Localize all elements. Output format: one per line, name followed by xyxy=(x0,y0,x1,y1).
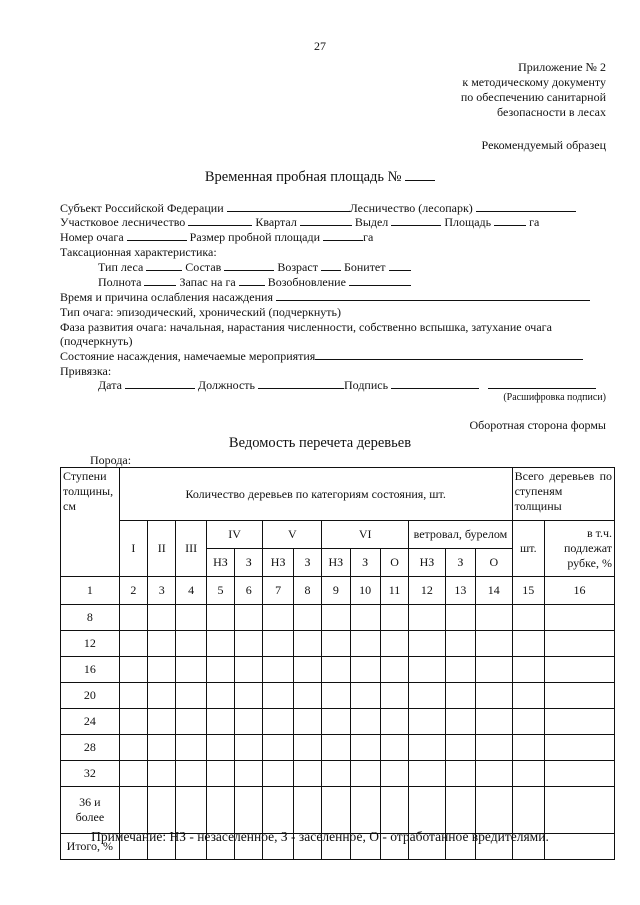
header-cat-1: I xyxy=(119,521,147,577)
table-cell[interactable] xyxy=(445,605,475,631)
table-cell[interactable] xyxy=(445,761,475,787)
table-category-row xyxy=(61,521,615,549)
sostoyanie-field[interactable] xyxy=(315,349,583,360)
table-cell[interactable] xyxy=(293,787,321,834)
col-number: 2 xyxy=(119,577,147,605)
label-sostav: Состав xyxy=(185,260,222,274)
header-vtch: в т.ч. подлежат рубке, % xyxy=(545,521,615,577)
table-cell[interactable] xyxy=(176,631,206,657)
table-cell[interactable] xyxy=(476,631,513,657)
col-number: 15 xyxy=(512,577,544,605)
label-dolzhnost: Должность xyxy=(197,378,255,392)
podpis-field[interactable] xyxy=(391,378,479,389)
table-cell[interactable] xyxy=(206,761,234,787)
table-cell[interactable] xyxy=(512,631,544,657)
data-field[interactable] xyxy=(125,378,195,389)
table-cell[interactable] xyxy=(512,683,544,709)
table-cell[interactable] xyxy=(545,631,615,657)
table-cell[interactable] xyxy=(293,657,321,683)
header-sub: НЗ xyxy=(206,549,234,577)
table-row xyxy=(61,631,615,657)
row-label: 28 xyxy=(61,735,120,761)
lesnichestvo-field[interactable] xyxy=(476,201,576,212)
table-cell[interactable] xyxy=(476,787,513,834)
table-cell[interactable] xyxy=(206,631,234,657)
column-number-row xyxy=(61,577,615,605)
table-cell[interactable] xyxy=(512,787,544,834)
row-label: 8 xyxy=(61,605,120,631)
table-cell[interactable] xyxy=(206,605,234,631)
table-cell[interactable] xyxy=(350,761,380,787)
table-cell[interactable] xyxy=(409,709,445,735)
table-cell[interactable] xyxy=(322,631,350,657)
label-tip-ochaga: Тип очага: эпизодический, хронический (подчеркнуть) xyxy=(60,305,342,319)
polnota-field[interactable] xyxy=(144,275,176,286)
table-cell[interactable] xyxy=(176,709,206,735)
table-row xyxy=(61,657,615,683)
table-cell[interactable] xyxy=(380,735,408,761)
table-cell[interactable] xyxy=(235,761,263,787)
table-row xyxy=(61,605,615,631)
table-cell[interactable] xyxy=(350,709,380,735)
rasshifrovka-field[interactable] xyxy=(488,378,596,389)
row-subject xyxy=(60,201,576,215)
vydel-field[interactable] xyxy=(391,215,441,226)
table-cell[interactable] xyxy=(176,761,206,787)
table-cell[interactable] xyxy=(350,787,380,834)
table-cell[interactable] xyxy=(293,761,321,787)
appendix-line: по обеспечению санитарной xyxy=(460,90,606,104)
tip-lesa-field[interactable] xyxy=(146,260,182,271)
page-number: 27 xyxy=(314,39,326,53)
table-cell[interactable] xyxy=(380,683,408,709)
table-cell[interactable] xyxy=(263,709,293,735)
header-sub: О xyxy=(380,549,408,577)
row-label: 12 xyxy=(61,631,120,657)
razmer-field[interactable] xyxy=(323,230,363,241)
col-number: 12 xyxy=(409,577,445,605)
table-cell[interactable] xyxy=(350,631,380,657)
table-cell[interactable] xyxy=(148,683,176,709)
table-cell[interactable] xyxy=(148,605,176,631)
appendix-header xyxy=(386,60,606,120)
table-cell[interactable] xyxy=(293,735,321,761)
appendix-line: безопасности в лесах xyxy=(497,105,606,119)
label-ga: га xyxy=(363,230,374,244)
vremya-field[interactable] xyxy=(276,290,590,301)
label-faza-2: (подчеркнуть) xyxy=(60,334,133,348)
table-cell[interactable] xyxy=(176,735,206,761)
label-rasshifrovka: (Расшифровка подписи) xyxy=(503,392,606,403)
col-number: 16 xyxy=(545,577,615,605)
header-kolichestvo: Количество деревьев по категориям состояния, шт. xyxy=(119,468,512,521)
label-vydel: Выдел xyxy=(354,215,389,229)
table-cell[interactable] xyxy=(322,657,350,683)
table-cell[interactable] xyxy=(512,709,544,735)
row-sostoyanie xyxy=(60,349,583,363)
table-header-row xyxy=(61,468,615,521)
table-cell[interactable] xyxy=(176,605,206,631)
table-cell[interactable] xyxy=(409,735,445,761)
table-cell[interactable] xyxy=(148,709,176,735)
col-number: 5 xyxy=(206,577,234,605)
table-cell[interactable] xyxy=(322,709,350,735)
table-cell[interactable] xyxy=(445,735,475,761)
col-number: 10 xyxy=(350,577,380,605)
header-cat-5: V xyxy=(263,521,322,549)
table-cell[interactable] xyxy=(380,709,408,735)
label-ploshad: Площадь xyxy=(444,215,492,229)
table-cell[interactable] xyxy=(445,657,475,683)
table-cell[interactable] xyxy=(445,709,475,735)
col-number: 14 xyxy=(476,577,513,605)
table-cell[interactable] xyxy=(176,657,206,683)
appendix-line: к методическому документу xyxy=(462,75,606,89)
header-sub: З xyxy=(293,549,321,577)
header-cat-vetroval: ветровал, бурелом xyxy=(409,521,512,549)
table-cell[interactable] xyxy=(545,657,615,683)
sostav-field[interactable] xyxy=(224,260,274,271)
table-cell[interactable] xyxy=(512,735,544,761)
subject-field[interactable] xyxy=(227,201,350,212)
label-polnota: Полнота xyxy=(98,275,142,289)
zapas-field[interactable] xyxy=(239,275,265,286)
table-cell[interactable] xyxy=(350,657,380,683)
col-number: 3 xyxy=(148,577,176,605)
label-ga: га xyxy=(529,215,540,229)
table-cell[interactable] xyxy=(545,761,615,787)
table-cell[interactable] xyxy=(119,683,147,709)
col-number: 1 xyxy=(61,577,120,605)
row-tip-lesa xyxy=(98,260,411,274)
table-row xyxy=(61,761,615,787)
recommended-sample-label: Рекомендуемый образец xyxy=(481,138,606,152)
table-cell[interactable] xyxy=(235,657,263,683)
label-zapas: Запас на га xyxy=(179,275,236,289)
table-cell[interactable] xyxy=(119,631,147,657)
table-cell[interactable] xyxy=(119,787,147,834)
label-tip-lesa: Тип леса xyxy=(98,260,144,274)
label-nomer-ochaga: Номер очага xyxy=(60,230,124,244)
table-cell[interactable] xyxy=(380,605,408,631)
table-cell[interactable] xyxy=(476,735,513,761)
header-sub: НЗ xyxy=(263,549,293,577)
header-sub: О xyxy=(476,549,513,577)
label-razmer: Размер пробной площади xyxy=(189,230,321,244)
table-cell[interactable] xyxy=(293,631,321,657)
label-lesnichestvo: Лесничество (лесопарк) xyxy=(349,201,473,215)
table-cell[interactable] xyxy=(206,709,234,735)
table-cell[interactable] xyxy=(263,657,293,683)
table-cell[interactable] xyxy=(148,735,176,761)
table-cell[interactable] xyxy=(380,631,408,657)
table-cell[interactable] xyxy=(263,631,293,657)
label-vozrast: Возраст xyxy=(277,260,318,274)
table-cell[interactable] xyxy=(206,657,234,683)
table-cell[interactable] xyxy=(322,761,350,787)
table-row xyxy=(61,683,615,709)
table-cell[interactable] xyxy=(445,683,475,709)
col-number: 8 xyxy=(293,577,321,605)
table-cell[interactable] xyxy=(235,683,263,709)
row-label: 36 и более xyxy=(61,787,120,834)
row-label: Итого, % xyxy=(61,834,120,860)
bonitet-field[interactable] xyxy=(389,260,411,271)
header-sub: НЗ xyxy=(409,549,445,577)
table-cell[interactable] xyxy=(512,761,544,787)
table-cell[interactable] xyxy=(235,735,263,761)
table-cell[interactable] xyxy=(119,735,147,761)
header-cat-3: III xyxy=(176,521,206,577)
label-taks: Таксационная характеристика: xyxy=(60,245,217,259)
table-cell[interactable] xyxy=(476,657,513,683)
label-poroda: Порода: xyxy=(90,453,132,467)
table-cell[interactable] xyxy=(445,787,475,834)
table-cell[interactable] xyxy=(206,735,234,761)
kvartal-field[interactable] xyxy=(300,215,352,226)
table-row xyxy=(61,709,615,735)
footnote: Примечание: НЗ - незаселенное, З - заселенное, О - отработанное вредителями. xyxy=(91,829,549,844)
table-cell[interactable] xyxy=(512,657,544,683)
vozrast-field[interactable] xyxy=(321,260,341,271)
table-cell[interactable] xyxy=(409,787,445,834)
row-polnota xyxy=(98,275,411,289)
col-number: 4 xyxy=(176,577,206,605)
tree-count-table xyxy=(60,467,615,860)
label-data: Дата xyxy=(98,378,122,392)
appendix-line: Приложение № 2 xyxy=(518,60,606,74)
label-privyazka: Привязка: xyxy=(60,364,112,378)
table-cell[interactable] xyxy=(235,787,263,834)
table-cell[interactable] xyxy=(350,605,380,631)
table-cell[interactable] xyxy=(263,735,293,761)
table-cell[interactable] xyxy=(176,787,206,834)
table-cell[interactable] xyxy=(476,761,513,787)
row-uchastok xyxy=(60,215,539,229)
nomer-ochaga-field[interactable] xyxy=(127,230,187,241)
table-cell[interactable] xyxy=(476,605,513,631)
table-cell[interactable] xyxy=(545,735,615,761)
col-number: 6 xyxy=(235,577,263,605)
col-number: 7 xyxy=(263,577,293,605)
table-cell[interactable] xyxy=(322,787,350,834)
table-cell[interactable] xyxy=(512,605,544,631)
table-cell[interactable] xyxy=(148,787,176,834)
table-cell[interactable] xyxy=(176,683,206,709)
header-cat-4: IV xyxy=(206,521,263,549)
col-number: 11 xyxy=(380,577,408,605)
form-title-text: Временная пробная площадь № xyxy=(204,169,402,185)
table-cell[interactable] xyxy=(380,761,408,787)
table-cell[interactable] xyxy=(322,683,350,709)
table-cell[interactable] xyxy=(293,709,321,735)
table-cell[interactable] xyxy=(293,683,321,709)
header-cat-2: II xyxy=(148,521,176,577)
table-cell[interactable] xyxy=(235,631,263,657)
table-cell[interactable] xyxy=(119,761,147,787)
col-number: 13 xyxy=(445,577,475,605)
row-data xyxy=(98,378,596,392)
header-sub: З xyxy=(350,549,380,577)
col-number: 9 xyxy=(322,577,350,605)
row-label: 16 xyxy=(61,657,120,683)
header-sub: НЗ xyxy=(322,549,350,577)
table-cell[interactable] xyxy=(409,631,445,657)
table-cell[interactable] xyxy=(206,787,234,834)
row-nomer xyxy=(60,230,373,244)
vozobnovlenie-field[interactable] xyxy=(349,275,411,286)
header-sht: шт. xyxy=(512,521,544,577)
table-row xyxy=(61,735,615,761)
table-cell[interactable] xyxy=(119,657,147,683)
header-cat-6: VI xyxy=(322,521,409,549)
table-cell[interactable] xyxy=(545,605,615,631)
label-kvartal: Квартал xyxy=(255,215,297,229)
label-sostoyanie: Состояние насаждения, намечаемые мероприятия xyxy=(60,349,316,363)
label-uch-lesnichestvo: Участковое лесничество xyxy=(60,215,186,229)
table-cell[interactable] xyxy=(409,683,445,709)
label-vozobnovlenie: Возобновление xyxy=(267,275,346,289)
table-cell[interactable] xyxy=(380,787,408,834)
table-row xyxy=(61,787,615,834)
table-cell[interactable] xyxy=(119,605,147,631)
table-cell[interactable] xyxy=(148,761,176,787)
dolzhnost-field[interactable] xyxy=(258,378,344,389)
table-cell[interactable] xyxy=(445,631,475,657)
table-cell[interactable] xyxy=(148,657,176,683)
table-cell[interactable] xyxy=(545,709,615,735)
table-cell[interactable] xyxy=(235,605,263,631)
form-title xyxy=(0,169,640,186)
table-cell[interactable] xyxy=(409,605,445,631)
table-cell[interactable] xyxy=(293,605,321,631)
table-cell[interactable] xyxy=(350,735,380,761)
table-cell[interactable] xyxy=(322,605,350,631)
label-faza: Фаза развития очага: начальная, нарастания численности, собственно вспышка, затухание очага xyxy=(60,320,552,334)
row-vremya xyxy=(60,290,590,304)
header-stupeni: Ступени толщины, см xyxy=(61,468,120,577)
table-cell[interactable] xyxy=(148,631,176,657)
table-cell[interactable] xyxy=(476,683,513,709)
label-subject: Субъект Российской Федерации xyxy=(60,201,224,215)
table-cell[interactable] xyxy=(119,709,147,735)
table-cell[interactable] xyxy=(235,709,263,735)
table-cell[interactable] xyxy=(263,683,293,709)
header-sub: З xyxy=(445,549,475,577)
header-sub: З xyxy=(235,549,263,577)
table-cell[interactable] xyxy=(545,787,615,834)
table-cell[interactable] xyxy=(263,787,293,834)
table-cell[interactable] xyxy=(263,605,293,631)
label-podpis: Подпись xyxy=(344,378,389,392)
header-vsego: Всего деревьев по ступеням толщины xyxy=(512,468,614,521)
table-cell[interactable] xyxy=(476,709,513,735)
table-cell[interactable] xyxy=(380,657,408,683)
table-cell[interactable] xyxy=(409,761,445,787)
back-side-label: Оборотная сторона формы xyxy=(469,418,606,432)
row-label: 32 xyxy=(61,761,120,787)
uch-lesnichestvo-field[interactable] xyxy=(188,215,252,226)
row-label: 24 xyxy=(61,709,120,735)
label-vremya: Время и причина ослабления насаждения xyxy=(60,290,273,304)
table-title: Ведомость перечета деревьев xyxy=(228,435,412,451)
table-cell[interactable] xyxy=(206,683,234,709)
label-bonitet: Бонитет xyxy=(343,260,386,274)
table-cell[interactable] xyxy=(350,683,380,709)
table-cell[interactable] xyxy=(409,657,445,683)
table-cell[interactable] xyxy=(322,735,350,761)
table-cell[interactable] xyxy=(263,761,293,787)
table-cell[interactable] xyxy=(545,683,615,709)
ploshad-field[interactable] xyxy=(494,215,526,226)
row-label: 20 xyxy=(61,683,120,709)
